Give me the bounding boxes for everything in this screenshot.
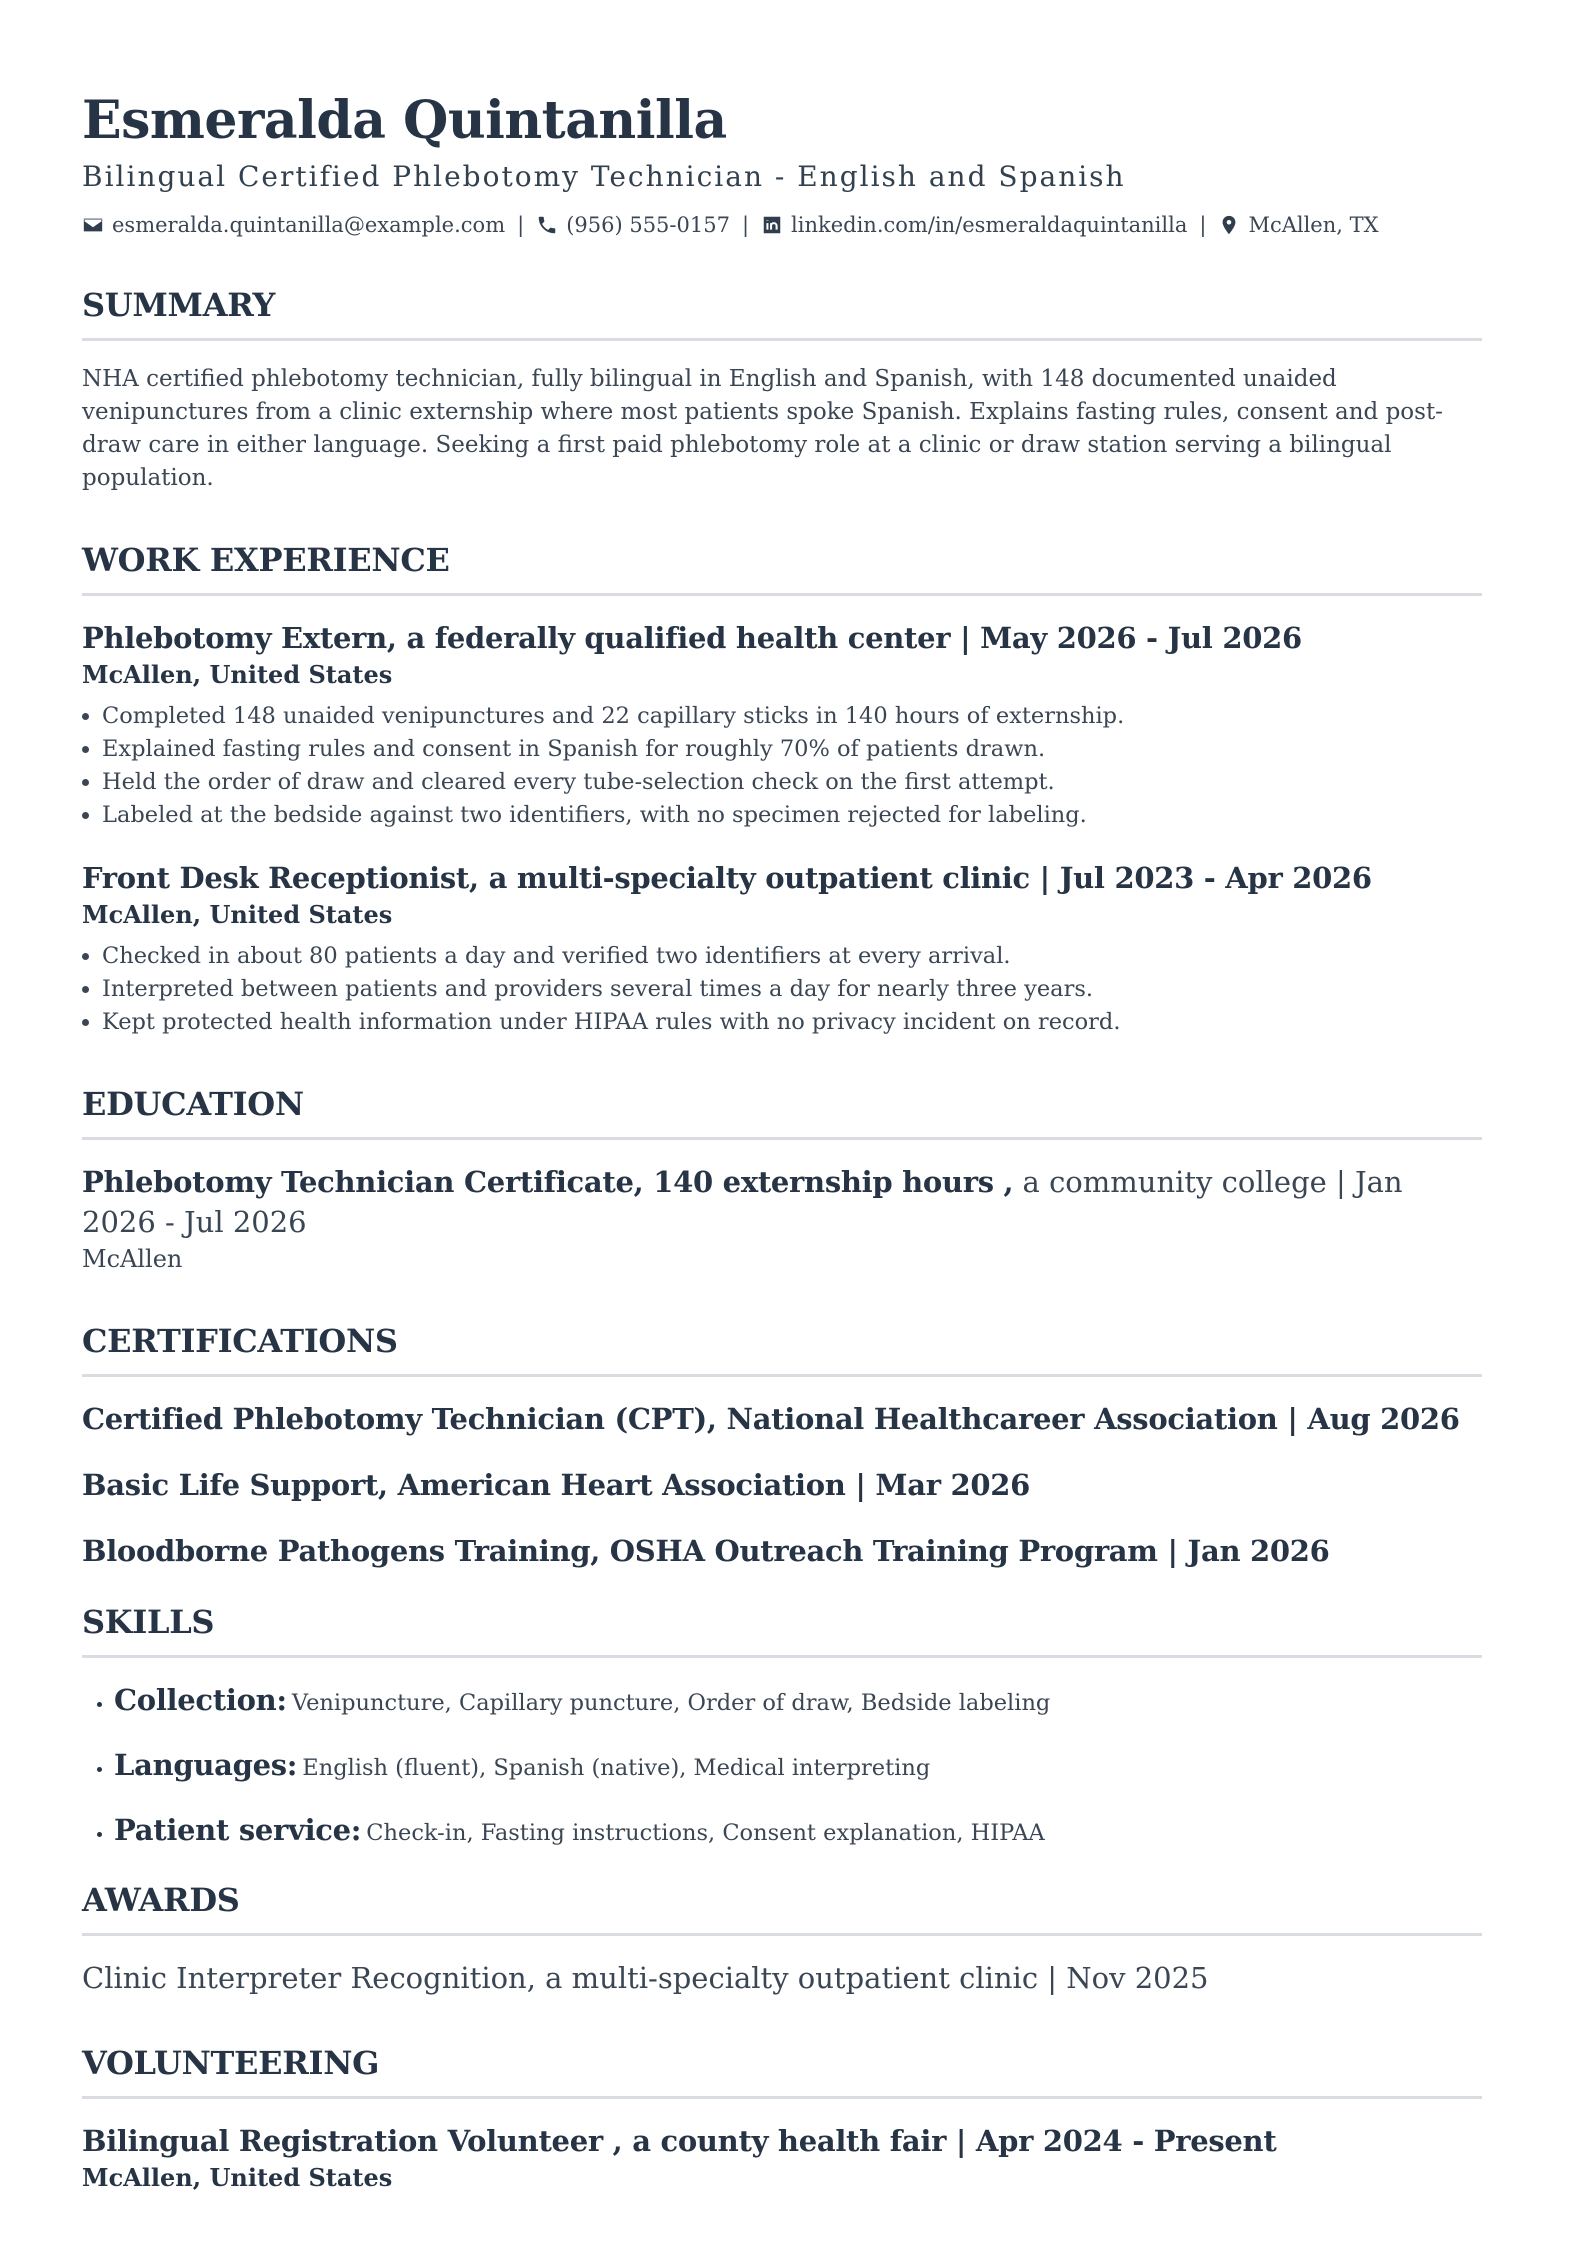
linkedin-text: linkedin.com/in/esmeraldaquintanilla — [791, 213, 1188, 237]
section-title: SUMMARY — [82, 286, 276, 324]
education-degree: Phlebotomy Technician Certificate, 140 externship hours , — [82, 1165, 1014, 1199]
job-bullet: • Kept protected health information under HIPAA rules with no privacy incident on record. — [102, 1006, 1482, 1039]
section-title: EDUCATION — [82, 1085, 304, 1123]
section-title: CERTIFICATIONS — [82, 1322, 398, 1360]
job-bullet: • Labeled at the bedside against two identifiers, with no specimen rejected for labeling. — [102, 799, 1482, 832]
section-divider — [82, 593, 1482, 596]
award-item: Clinic Interpreter Recognition, a multi-specialty outpatient clinic | Nov 2025 — [82, 1961, 1209, 1995]
skill-category: Collection: — [114, 1683, 287, 1717]
job-title: Phlebotomy Extern, a federally qualified health center | May 2026 - Jul 2026 — [82, 621, 1302, 655]
section-divider — [82, 338, 1482, 341]
skill-item — [114, 1680, 1482, 1725]
job-bullets — [82, 940, 1482, 1039]
section-title: WORK EXPERIENCE — [82, 541, 450, 579]
volunteer-title: Bilingual Registration Volunteer , a county health fair | Apr 2024 - Present — [82, 2124, 1277, 2158]
section-divider — [82, 1137, 1482, 1140]
section-divider — [82, 2096, 1482, 2099]
job-bullets — [82, 700, 1482, 832]
map-pin-icon — [1218, 214, 1240, 236]
volunteer-entry — [82, 2121, 1482, 2195]
job-bullet: • Checked in about 80 patients a day and verified two identifiers at every arrival. — [102, 940, 1482, 973]
candidate-headline: Bilingual Certified Phlebotomy Technician - English and Spanish — [82, 160, 1126, 193]
candidate-name: Esmeralda Quintanilla — [82, 90, 727, 151]
summary-text: NHA certified phlebotomy technician, fully bilingual in English and Spanish, with 148 documented unaided venipunctures from a clinic externship where most patients spoke Spanish. Explains fasting rules, consent and post-draw care in either language. Seeking a first paid phlebotomy role at a clinic or draw station serving a bilingual population. — [82, 366, 1443, 491]
contact-location — [1218, 210, 1378, 240]
experience-section — [82, 539, 1482, 1039]
section-title: SKILLS — [82, 1603, 215, 1641]
skill-values: Venipuncture, Capillary puncture, Order of draw, Bedside labeling — [291, 1690, 1051, 1716]
certification-item: Bloodborne Pathogens Training, OSHA Outreach Training Program | Jan 2026 — [82, 1534, 1330, 1568]
location-text: McAllen, TX — [1248, 213, 1379, 237]
section-title: VOLUNTEERING — [82, 2044, 380, 2082]
job-entry — [82, 618, 1482, 832]
job-location: McAllen, United States — [82, 900, 393, 929]
job-bullet: • Explained fasting rules and consent in Spanish for roughly 70% of patients drawn. — [102, 733, 1482, 766]
skill-values: Check-in, Fasting instructions, Consent explanation, HIPAA — [366, 1820, 1045, 1846]
education-detail: a community college | Jan 2026 - Jul 2026 — [82, 1165, 1403, 1239]
phone-text: (956) 555-0157 — [566, 213, 730, 237]
volunteer-location: McAllen, United States — [82, 2163, 393, 2192]
skills-list — [82, 1680, 1482, 1855]
summary-section — [82, 284, 1482, 495]
section-divider — [82, 1374, 1482, 1377]
skill-category: Patient service: — [114, 1813, 362, 1847]
linkedin-icon — [761, 214, 783, 236]
contact-bar — [82, 210, 1482, 240]
certification-item: Basic Life Support, American Heart Association | Mar 2026 — [82, 1468, 1031, 1502]
contact-email[interactable] — [82, 210, 505, 240]
skill-item — [114, 1810, 1482, 1855]
certification-item: Certified Phlebotomy Technician (CPT), National Healthcareer Association | Aug 2026 — [82, 1402, 1460, 1436]
skill-category: Languages: — [114, 1748, 298, 1782]
job-bullet: • Interpreted between patients and providers several times a day for nearly three years. — [102, 973, 1482, 1006]
job-title: Front Desk Receptionist, a multi-specialty outpatient clinic | Jul 2023 - Apr 2026 — [82, 861, 1372, 895]
skill-values: English (fluent), Spanish (native), Medical interpreting — [302, 1755, 931, 1781]
phone-icon — [536, 214, 558, 236]
section-divider — [82, 1655, 1482, 1658]
job-bullet: • Completed 148 unaided venipunctures and 22 capillary sticks in 140 hours of externship. — [102, 700, 1482, 733]
section-title: AWARDS — [82, 1881, 240, 1919]
volunteering-section — [82, 2042, 1482, 2195]
education-location: McAllen — [82, 1245, 183, 1273]
awards-section — [82, 1879, 1482, 1998]
contact-separator: | — [741, 213, 750, 237]
contact-separator: | — [517, 213, 525, 237]
section-divider — [82, 1933, 1482, 1936]
contact-phone[interactable] — [536, 210, 730, 240]
job-entry — [82, 858, 1482, 1039]
contact-separator: | — [1199, 213, 1207, 237]
certifications-section — [82, 1320, 1482, 1571]
contact-linkedin[interactable] — [761, 210, 1187, 240]
job-location: McAllen, United States — [82, 660, 393, 689]
envelope-icon — [82, 214, 104, 236]
skill-item — [114, 1745, 1482, 1790]
email-text: esmeralda.quintanilla@example.com — [112, 213, 506, 237]
skills-section — [82, 1601, 1482, 1855]
education-section — [82, 1083, 1482, 1276]
education-entry — [82, 1162, 1482, 1242]
job-bullet: • Held the order of draw and cleared every tube-selection check on the first attempt. — [102, 766, 1482, 799]
